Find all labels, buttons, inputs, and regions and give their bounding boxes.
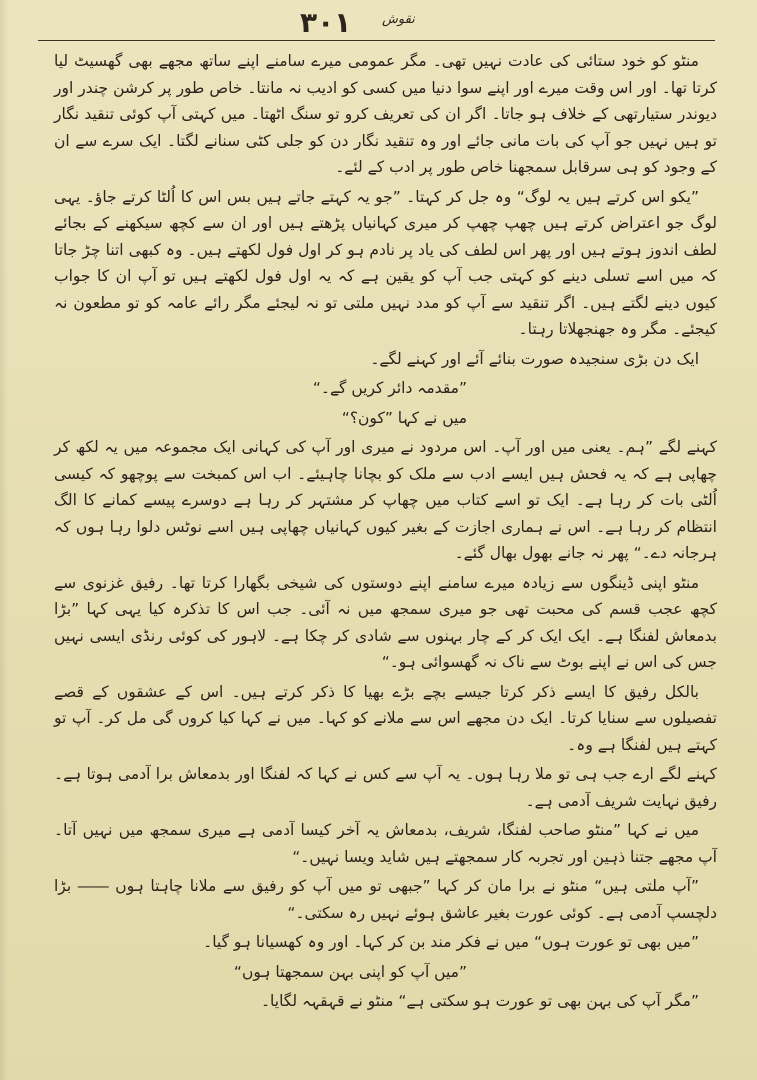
running-head: نقوش bbox=[382, 12, 415, 27]
header-rule bbox=[38, 40, 715, 41]
paragraph: میں نے کہا ”منٹو صاحب لفنگا، شریف، بدمعاش یہ آخر کیسا آدمی ہے میری سمجھ میں نہیں آتا۔ آپ مجھے جتنا ذہین اور تجربہ کار سمجھتے ہیں شاید ویسا نہیں۔“ bbox=[54, 821, 717, 866]
paragraph: کہنے لگے ”ہم۔ یعنی میں اور آپ۔ اس مردود نے میری اور آپ کی کہانی ایک مجموعہ میں یہ لکھ کر چھاپی ہے کہ یہ فحش ہیں ایسے ادب سے ملک کو بچانا چاہیئے۔ اب اس کمبخت سے پوچھو کہ کیسی اُلٹی بات کر رہا ہے۔ ایک تو اسے کتاب میں چھاپ کر مشتہر کر رہا ہے دوسرے پیسے کمانے کا الگ انتظام کر رہا ہے۔ اس نے ہماری اجازت کے بغیر کیوں کہانیاں چھاپی ہیں اسے نوٹس دلوا رہا ہوں کہ ہرجانہ دے۔“ پھر نہ جانے بھول بھال گئے۔ bbox=[54, 438, 717, 562]
dialogue-line: ”میں آپ کو اپنی بہن سمجھتا ہوں“ bbox=[233, 962, 467, 981]
dialogue-line: میں نے کہا ”کون؟“ bbox=[341, 408, 467, 427]
paragraph: منٹو اپنی ڈینگوں سے زیادہ میرے سامنے اپنے دوستوں کی شیخی بگھارا کرتا تھا۔ رفیق غزنوی سے کچھ عجب قسم کی محبت تھی جو میری سمجھ میں نہ آئی۔ جب اس کا تذکرہ کیا یہی کہا ”بڑا بدمعاش لفنگا ہے۔ ایک ایک کر کے چار بہنوں سے شادی کر چکا ہے۔ لاہور کی کوئی رنڈی ایسی نہیں جس کی اس نے اپنے بوٹ سے ناک نہ گھسوائی ہو۔“ bbox=[54, 573, 717, 671]
dialogue-line: ”مگر آپ کی بہن بھی تو عورت ہو سکتی ہے“ منٹو نے قہقہہ لگایا۔ bbox=[260, 992, 699, 1010]
paragraph: ”یکو اس کرتے ہیں یہ لوگ“ وہ جل کر کہتا۔ ”جو یہ کہتے جاتے ہیں بس اس کا اُلٹا کرتے جاؤ۔ یہی لوگ جو اعتراض کرتے ہیں چھپ چھپ کر میری کہانیاں پڑھتے ہیں اور ان سے کچھ سیکھنے کے بجائے لطف اندوز ہوتے ہیں اور پھر اس لطف کی یاد پر نادم ہو کر اول فول لکھتے ہیں۔ وہ کبھی اتنا چڑ جاتا کہ میں اسے تسلی دینے کو کہتی جب آپ کو یقین ہے کہ یہ اول فول لکھتے ہیں تو آپ ان کا جواب کیوں دینے لگتے ہیں۔ اگر تنقید سے آپ کو مدد نہیں ملتی تو نہ لیجئے مگر رائے عامہ کو تو مطعون نہ کیجئے۔ مگر وہ جھنجھلاتا رہتا۔ bbox=[54, 187, 717, 338]
paragraph: ایک دن بڑی سنجیدہ صورت بنائے آئے اور کہنے لگے۔ bbox=[370, 349, 699, 368]
paragraph: ”آپ ملتی ہیں“ منٹو نے برا مان کر کہا ”جبھی تو میں آپ کو رفیق سے ملانا چاہتا ہوں ―― بڑا دلچسپ آدمی ہے۔ کوئی عورت بغیر عاشق ہوئے نہیں رہ سکتی۔“ bbox=[54, 877, 717, 922]
page-header bbox=[0, 6, 757, 46]
scan-shadow bbox=[0, 0, 8, 1080]
paragraph: بالکل رفیق کا ایسے ذکر کرتا جیسے بچے بڑے بھیا کا ذکر کرتے ہیں۔ اس کے عشقوں کے قصے تفصیلوں سے سنایا کرتا۔ ایک دن مجھے اس سے ملانے کو کہا۔ میں نے کہا کیا کروں گی مل کر۔ آپ تو کہتے ہیں لفنگا ہے وہ۔ bbox=[54, 682, 717, 754]
dialogue-line: ”میں بھی تو عورت ہوں“ میں نے فکر مند بن کر کہا۔ اور وہ کھسیانا ہو گیا۔ bbox=[203, 933, 699, 951]
paragraph: منٹو کو خود ستائی کی عادت نہیں تھی۔ مگر عمومی میرے سامنے اپنے ساتھ مجھے بھی گھسیٹ لیا کرتا تھا۔ اور اس وقت میرے اور اپنے سوا دنیا میں کسی کو ادیب نہ مانتا۔ خاص طور پر کرشن چندر اور دیوندر ستیارتھی کے خلاف ہو جاتا۔ اگر ان کی تعریف کرو تو سنگ اٹھتا۔ میں کہتی آپ کوئی تنقید نگار تو ہیں نہیں جو آپ کی بات مانی جائے اور وہ تنقید نگار دن کو جلی کٹی سنانے لگتا۔ ایک سرے سے ان کے وجود کو ہی سرقابل سمجھنا خاص طور پر ادب کے لئے۔ bbox=[54, 52, 717, 176]
article-body bbox=[54, 48, 717, 1018]
dialogue-line: ”مقدمہ دائر کریں گے۔“ bbox=[312, 379, 467, 397]
page-number: ۳۰۱ bbox=[300, 6, 352, 39]
paragraph: کہنے لگے ارے جب ہی تو ملا رہا ہوں۔ یہ آپ سے کس نے کہا کہ لفنگا اور بدمعاش برا آدمی ہوتا ہے۔ رفیق نہایت شریف آدمی ہے۔ bbox=[54, 765, 717, 810]
